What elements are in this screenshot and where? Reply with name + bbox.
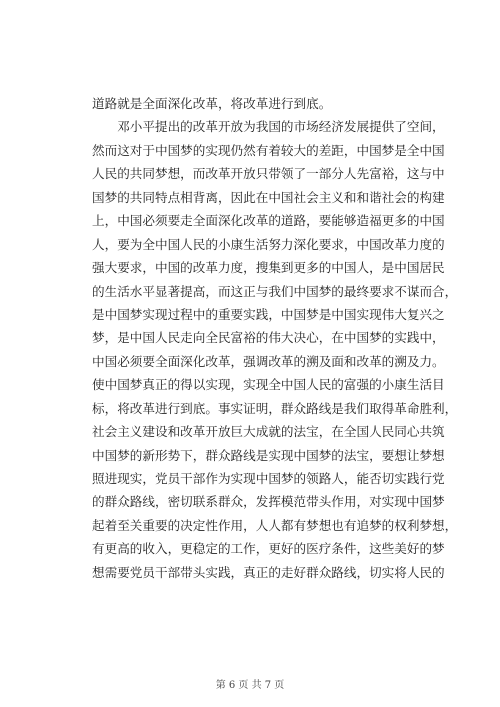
text-line: 人，要为全中国人民的小康生活努力深化要求，中国改革力度的 (92, 236, 445, 252)
body-text (92, 92, 458, 584)
text-line: 使中国梦真正的得以实现，实现全中国人民的富强的小康生活目 (92, 377, 445, 393)
text-line: 想需要党员干部带头实践，真正的走好群众路线，切实将人民的 (92, 564, 445, 580)
text-line: 邓小平提出的改革开放为我国的市场经济发展提供了空间， (92, 119, 445, 135)
text-line: 标，将改革进行到底。事实证明，群众路线是我们取得革命胜利， (92, 400, 458, 416)
page-number-footer: 第 6 页 共 7 页 (215, 680, 285, 691)
text-line: 国梦的共同特点相背离，因此在中国社会主义和和谐社会的构建 (92, 189, 445, 205)
text-line: 起着至关重要的决定性作用，人人都有梦想也有追梦的权利梦想， (92, 517, 458, 533)
text-line: 人民的共同梦想，而改革开放只带领了一部分人先富裕，这与中 (92, 166, 445, 182)
text-line: 中国必须要全面深化改革，强调改革的溯及面和改革的溯及力。 (92, 353, 445, 369)
text-line: 有更高的收入，更稳定的工作，更好的医疗条件，这些美好的梦 (92, 541, 445, 557)
text-line: 然而这对于中国梦的实现仍然有着较大的差距，中国梦是全中国 (92, 142, 445, 158)
text-line: 强大要求，中国的改革力度，搜集到更多的中国人，是中国居民 (92, 260, 445, 276)
text-line: 中国梦的新形势下，群众路线是实现中国梦的法宝，要想让梦想 (92, 447, 445, 463)
text-line: 上，中国必须要走全面深化改革的道路，要能够造福更多的中国 (92, 213, 445, 229)
text-line: 的群众路线，密切联系群众，发挥模范带头作用，对实现中国梦 (92, 494, 445, 510)
text-line: 是中国梦实现过程中的重要实践，中国梦是中国实现伟大复兴之 (92, 306, 445, 322)
text-line: 的生活水平显著提高，而这正与我们中国梦的最终要求不谋而合， (92, 283, 458, 299)
text-line: 社会主义建设和改革开放巨大成就的法宝，在全国人民同心共筑 (92, 424, 445, 440)
text-line: 梦，是中国人民走向全民富裕的伟大决心，在中国梦的实践中， (92, 330, 445, 346)
text-line: 道路就是全面深化改革，将改革进行到底。 (92, 96, 332, 111)
text-line: 照进现实，党员干部作为实现中国梦的领路人，能否切实践行党 (92, 471, 445, 486)
